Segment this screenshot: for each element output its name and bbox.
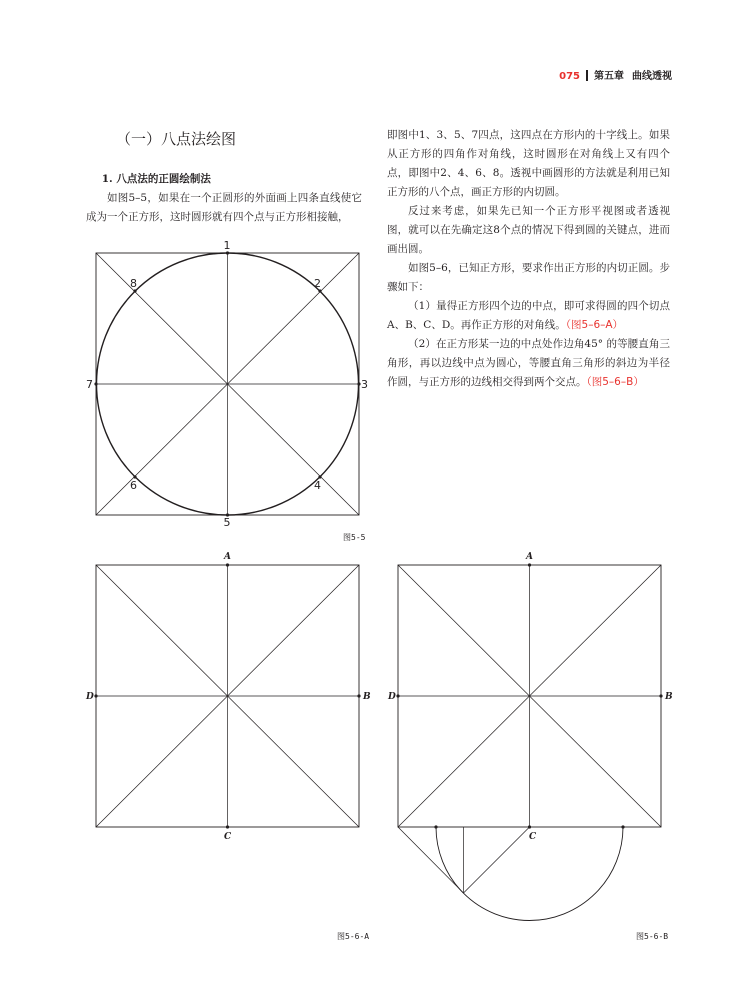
paragraph: 如图5–6，已知正方形，要求作出正方形的内切正圆。步骤如下：: [387, 262, 670, 293]
point-label-6: 6: [130, 479, 137, 492]
figure-5-5: [86, 239, 368, 529]
point-label-2: 2: [314, 277, 321, 290]
section-title: （一）八点法绘图: [116, 130, 237, 148]
figure-reference: （图5–6–B）: [586, 376, 644, 388]
figure-5-6-a: [85, 552, 371, 842]
point-label-d: D: [388, 692, 396, 702]
point-label-4: 4: [314, 479, 321, 492]
paragraph: 反过来考虑，如果先已知一个正方形平视图或者透视图，就可以在先确定这8个点的情况下得到圆的关键点，进而画出圆。: [387, 205, 670, 255]
point-label-5: 5: [223, 516, 231, 529]
figure-caption: 图5-5: [343, 533, 366, 542]
paragraph: 即图中1、3、5、7四点，这四点在方形内的十字线上。如果从正方形的四角作对角线，这时圆形在对角线上又有四个点，即图中2、4、6、8。透视中画圆形的方法就是利用已知正方形的八个点，画正方形的内切圆。: [387, 129, 670, 198]
subheading: 1. 八点法的正圆绘制法: [101, 173, 211, 185]
point-label-8: 8: [130, 277, 137, 290]
triangle-hypotenuse: [398, 827, 464, 893]
point-label-a: A: [526, 552, 533, 562]
point-label-3: 3: [361, 378, 368, 391]
figure-caption: 图5-6-A: [337, 932, 370, 941]
figure-reference: （图5–6–A）: [565, 319, 624, 331]
point-label-c: C: [224, 832, 232, 842]
point-label-7: 7: [86, 378, 93, 391]
section-label: 曲线透视: [632, 71, 672, 82]
page-number: 075: [559, 71, 580, 82]
point-label-b: B: [665, 692, 673, 702]
point-label-a: A: [224, 552, 231, 562]
chapter-label: 第五章: [594, 71, 624, 82]
step-1-text: （1）量得正方形四个边的中点，即可求得圆的四个切点A、B、C、D。再作正方形的对角线。: [387, 300, 670, 331]
point-label-1: 1: [223, 239, 231, 252]
point-label-d: D: [86, 692, 94, 702]
step-2-text: （2）在正方形某一边的中点处作边角45° 的等腰直角三角形，再以边线中点为圆心，等腰直角三角形的斜边为半径作圆，与正方形的边线相交得到两个交点。: [387, 338, 670, 388]
figure-caption: 图5-6-B: [636, 932, 669, 941]
point-label-c: C: [529, 832, 537, 842]
triangle-leg: [464, 827, 530, 893]
figure-5-6-b: [387, 552, 673, 921]
point-label-b: B: [363, 692, 371, 702]
paragraph: 如图5–5，如果在一个正圆形的外面画上四条直线使它成为一个正方形，这时圆形就有四个点与正方形相接触，: [86, 192, 362, 223]
